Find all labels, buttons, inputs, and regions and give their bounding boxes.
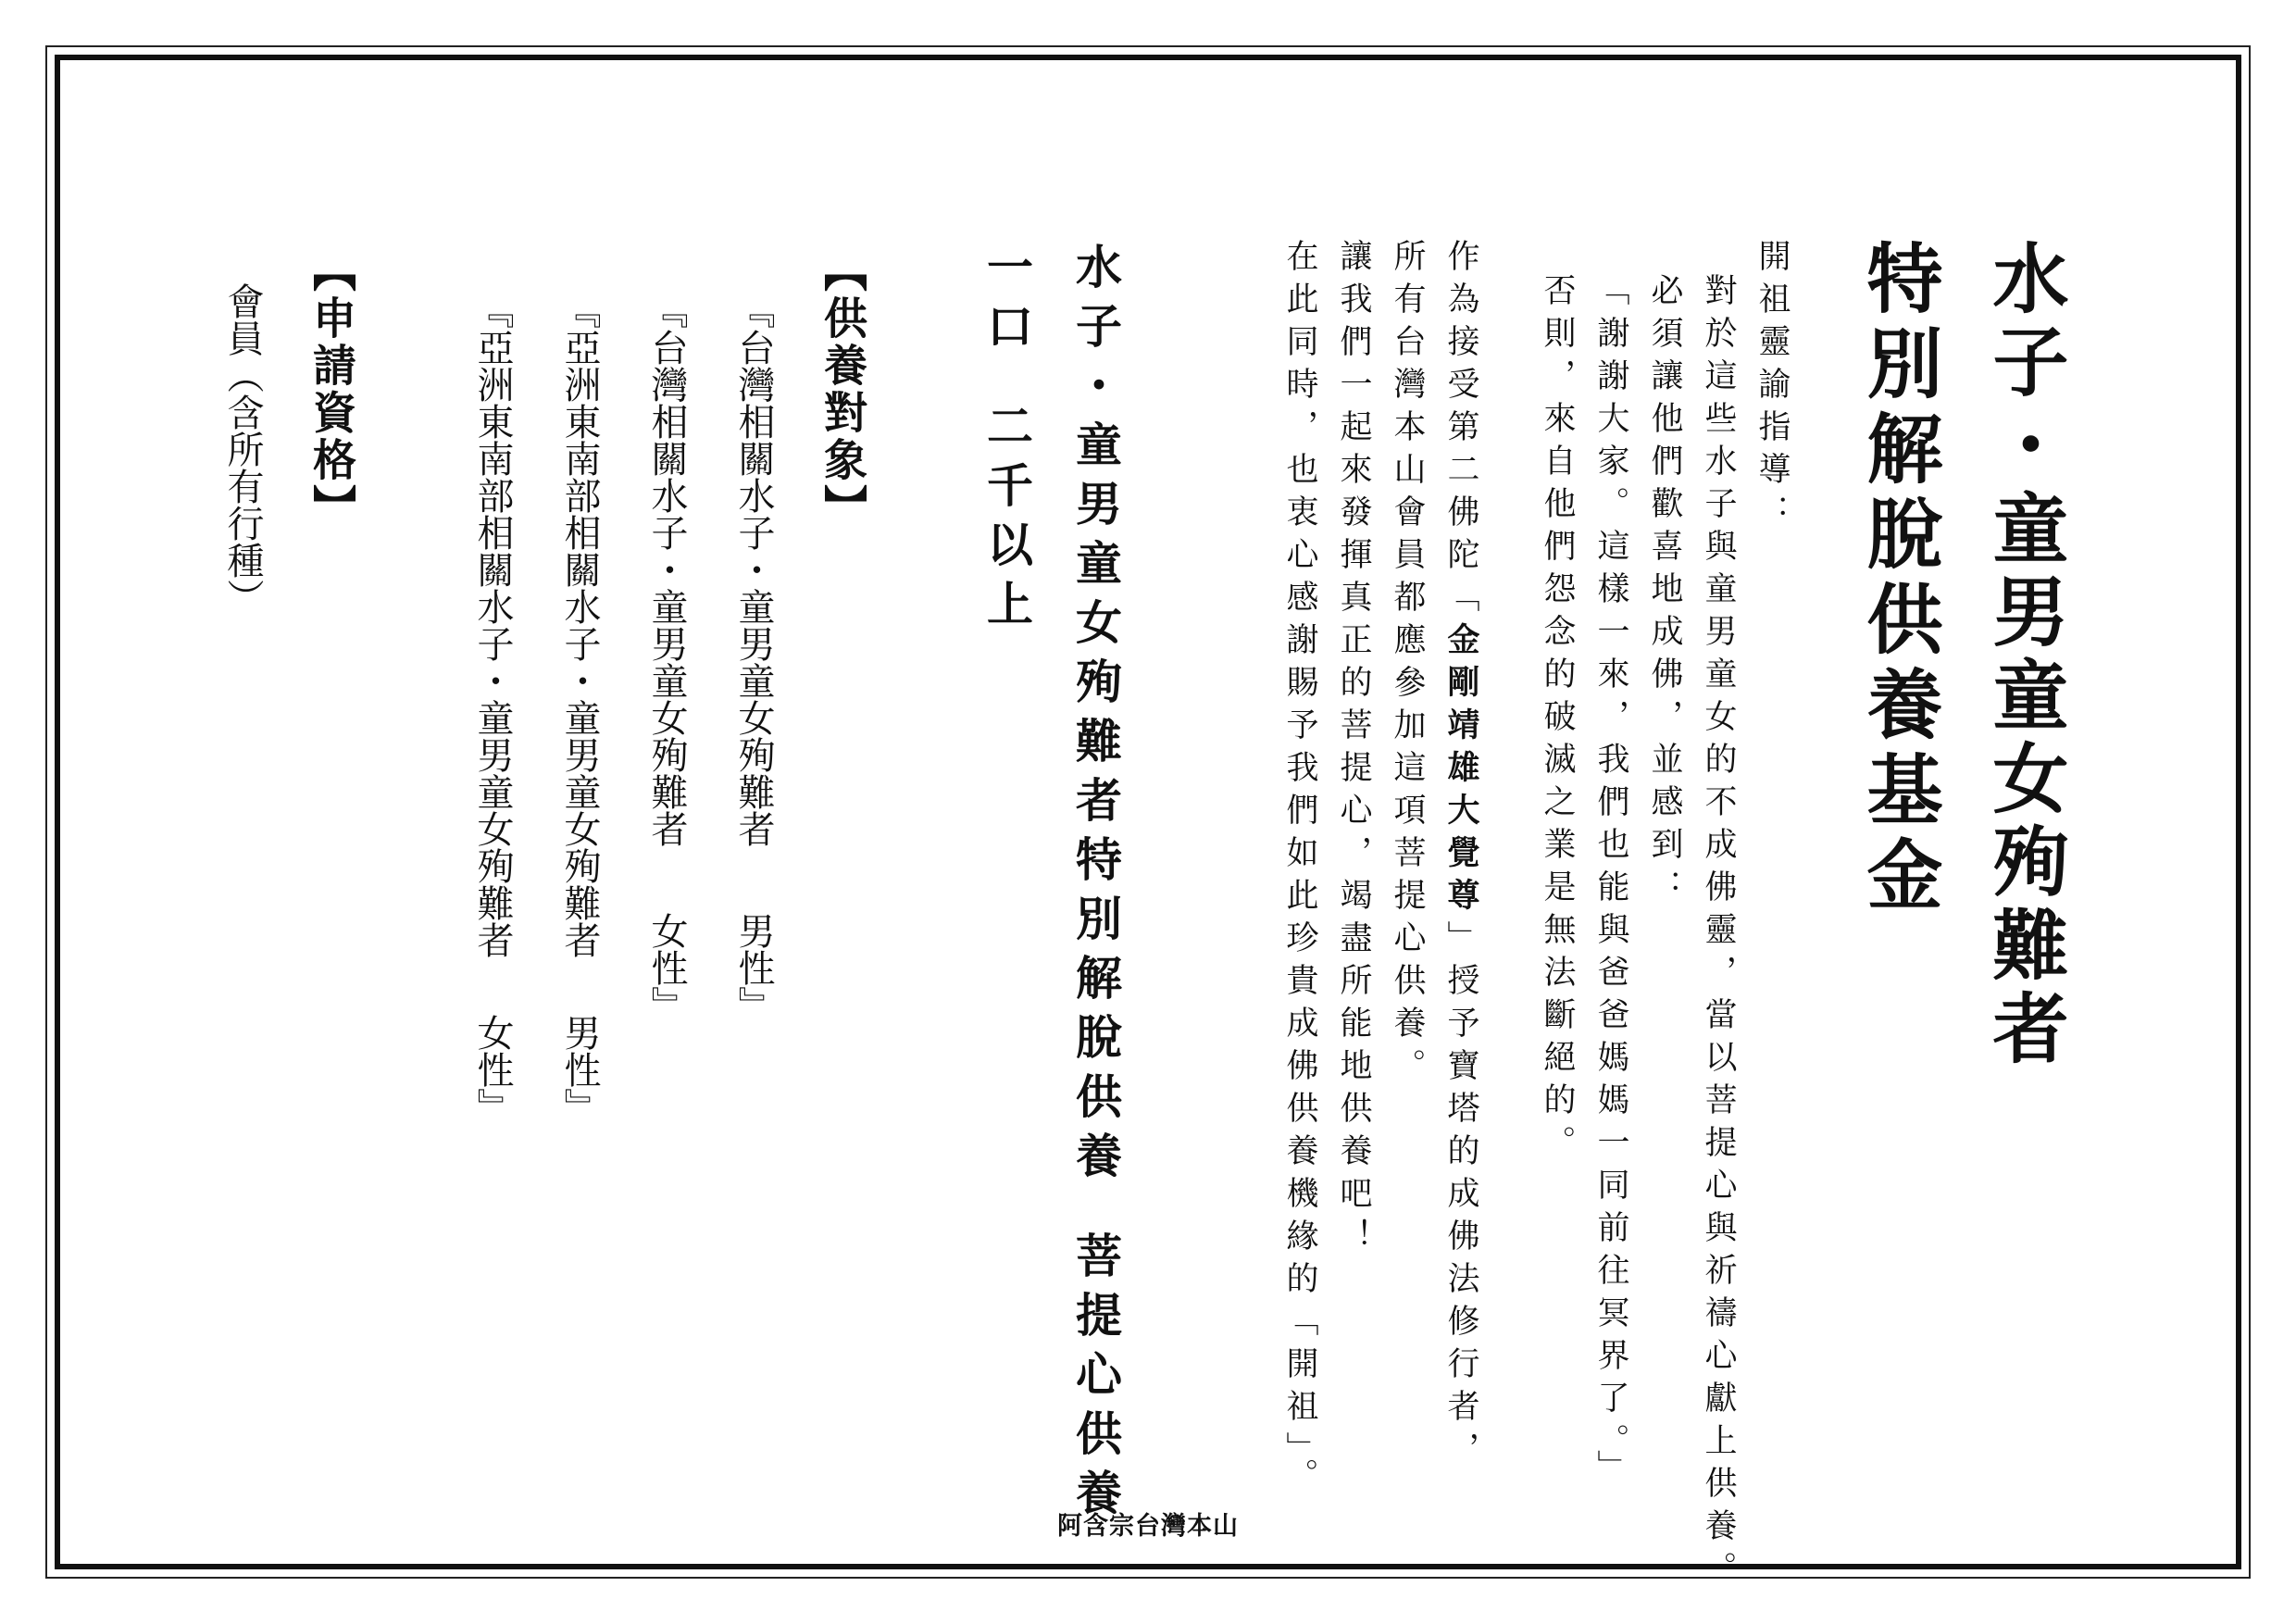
appeal-line-1: [1444, 239, 1478, 1474]
eligibility-heading: 【申請資格】: [306, 248, 356, 531]
offering-amount: 二千以上: [980, 402, 1034, 639]
title-line-2: 特別解脫供養基金: [1854, 239, 1943, 920]
offering-unit: 一口: [980, 243, 1034, 361]
target-item-1: 『台灣相關水子・童男童女殉難者男性』: [732, 292, 775, 1023]
guidance-line-2: 必須讓他們歡喜地成佛，並感到：: [1646, 273, 1683, 912]
offering-type: 菩提心供養: [1068, 1231, 1123, 1528]
appeal-line-3: 讓我們一起來發揮真正的菩提心，竭盡所能地供養吧！: [1335, 239, 1372, 1261]
target-item: [471, 292, 514, 1218]
target-item: [558, 292, 601, 1218]
second-buddha-name: 金剛靖雄大覺尊: [1442, 622, 1480, 920]
target-item-2: 『台灣相關水子・童男童女殉難者女性』: [645, 292, 688, 1023]
guidance-line-4: 否則，來自他們怨念的破滅之業是無法斷絕的。: [1539, 273, 1576, 1168]
appeal-line-4: 在此同時，也衷心感謝賜予我們如此珍貴成佛供養機緣的「開祖」。: [1281, 239, 1318, 1501]
eligibility-value: 會員（含所有行種）: [221, 282, 264, 616]
title-line-1: 水子・童男童女殉難者: [1980, 239, 2069, 1072]
targets-heading: 【供養對象】: [817, 248, 867, 531]
appeal-line-1-pre: 作為接受第二佛陀「: [1442, 239, 1479, 622]
target-item: [732, 292, 775, 1218]
guidance-line-1: 對於這些水子與童男童女的不成佛靈，當以菩提心與祈禱心獻上供養。: [1700, 273, 1737, 1593]
target-item-4: 『亞洲東南部相關水子・童男童女殉難者女性』: [471, 292, 514, 1125]
organization-name: 阿含宗台灣本山: [1057, 1512, 1239, 1540]
guidance-intro: 開祖靈諭指導：: [1753, 239, 1791, 537]
offering-name-column: [1068, 243, 1123, 1528]
target-item: [645, 292, 688, 1218]
guidance-line-3: 「謝謝大家。這樣一來，我們也能與爸爸媽媽一同前往冥界了。」: [1592, 273, 1629, 1493]
appeal-line-2: 所有台灣本山會員都應參加這項菩提心供養。: [1389, 239, 1426, 1091]
offering-name: 水子・童男童女殉難者特別解脫供養: [1068, 243, 1123, 1191]
appeal-line-1-post: 」授予寶塔的成佛法修行者，: [1442, 920, 1479, 1474]
target-item-3: 『亞洲東南部相關水子・童男童女殉難者男性』: [558, 292, 601, 1125]
offering-amount-column: [980, 243, 1034, 639]
